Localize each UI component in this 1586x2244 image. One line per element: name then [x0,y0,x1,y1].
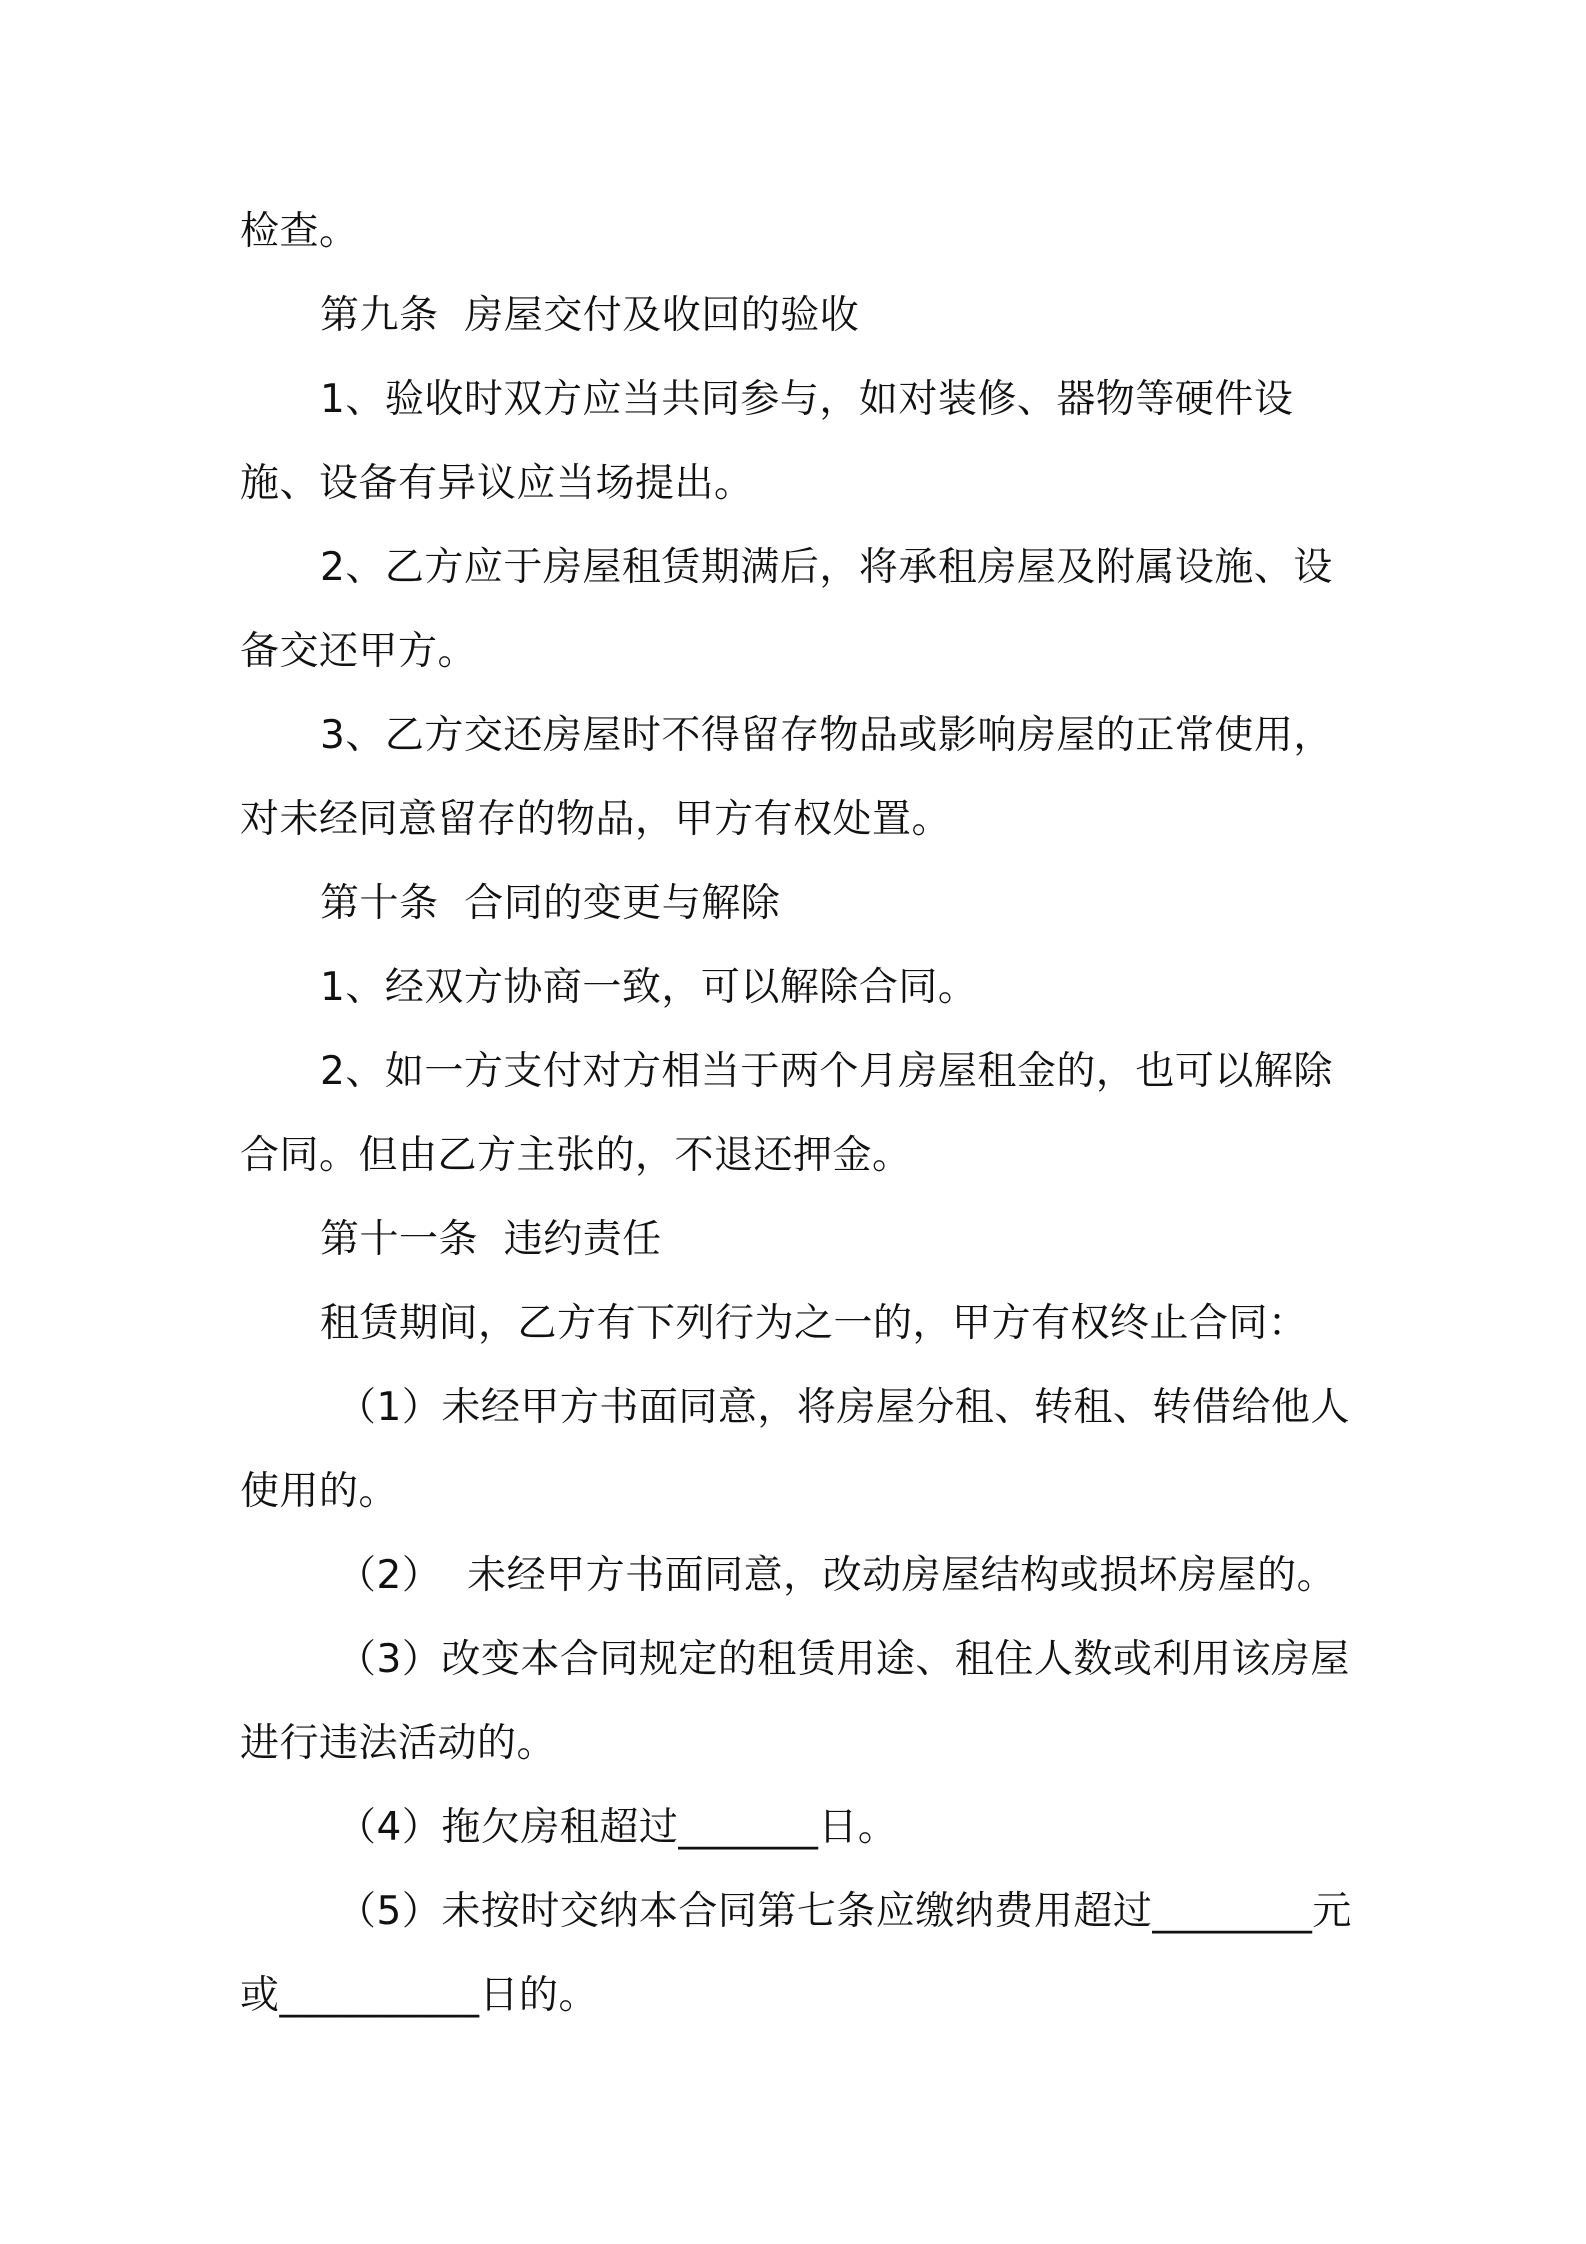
article-eleven-clause-3: （3）改变本合同规定的租赁用途、租住人数或利用该房屋进行违法活动的。 [240,1637,1350,1766]
article-eleven-intro: 租赁期间，乙方有下列行为之一的，甲方有权终止合同： [320,1301,1308,1346]
article-nine-heading: 第九条 房屋交付及收回的验收 [320,293,860,338]
article-ten-item-2: 2、如一方支付对方相当于两个月房屋租金的，也可以解除合同。但由乙方主张的，不退还押金。 [240,1049,1333,1178]
article-nine-item-3: 3、乙方交还房屋时不得留存物品或影响房屋的正常使用，对未经同意留存的物品，甲方有权处置。 [240,713,1333,842]
article-ten-heading: 第十条 合同的变更与解除 [320,881,781,926]
article-eleven-clause-1: （1）未经甲方书面同意，将房屋分租、转租、转借给他人使用的。 [240,1385,1350,1514]
document-body [240,190,1360,2038]
article-ten-item-1: 1、经双方协商一致，可以解除合同。 [320,965,978,1010]
article-eleven-clause-5: （5）未按时交纳本合同第七条应缴纳费用超过________元或__________日的。 [240,1889,1352,2018]
paragraph-continuation: 检查。 [240,209,359,254]
article-eleven-clause-4: （4）拖欠房租超过_______日。 [337,1805,898,1850]
article-eleven-heading: 第十一条 违约责任 [320,1217,662,1262]
article-eleven-clause-2: （2） 未经甲方书面同意，改动房屋结构或损坏房屋的。 [337,1553,1337,1598]
article-nine-item-2: 2、乙方应于房屋租赁期满后，将承租房屋及附属设施、设备交还甲方。 [240,545,1333,674]
article-nine-item-1: 1、验收时双方应当共同参与，如对装修、器物等硬件设施、设备有异议应当场提出。 [240,377,1294,506]
